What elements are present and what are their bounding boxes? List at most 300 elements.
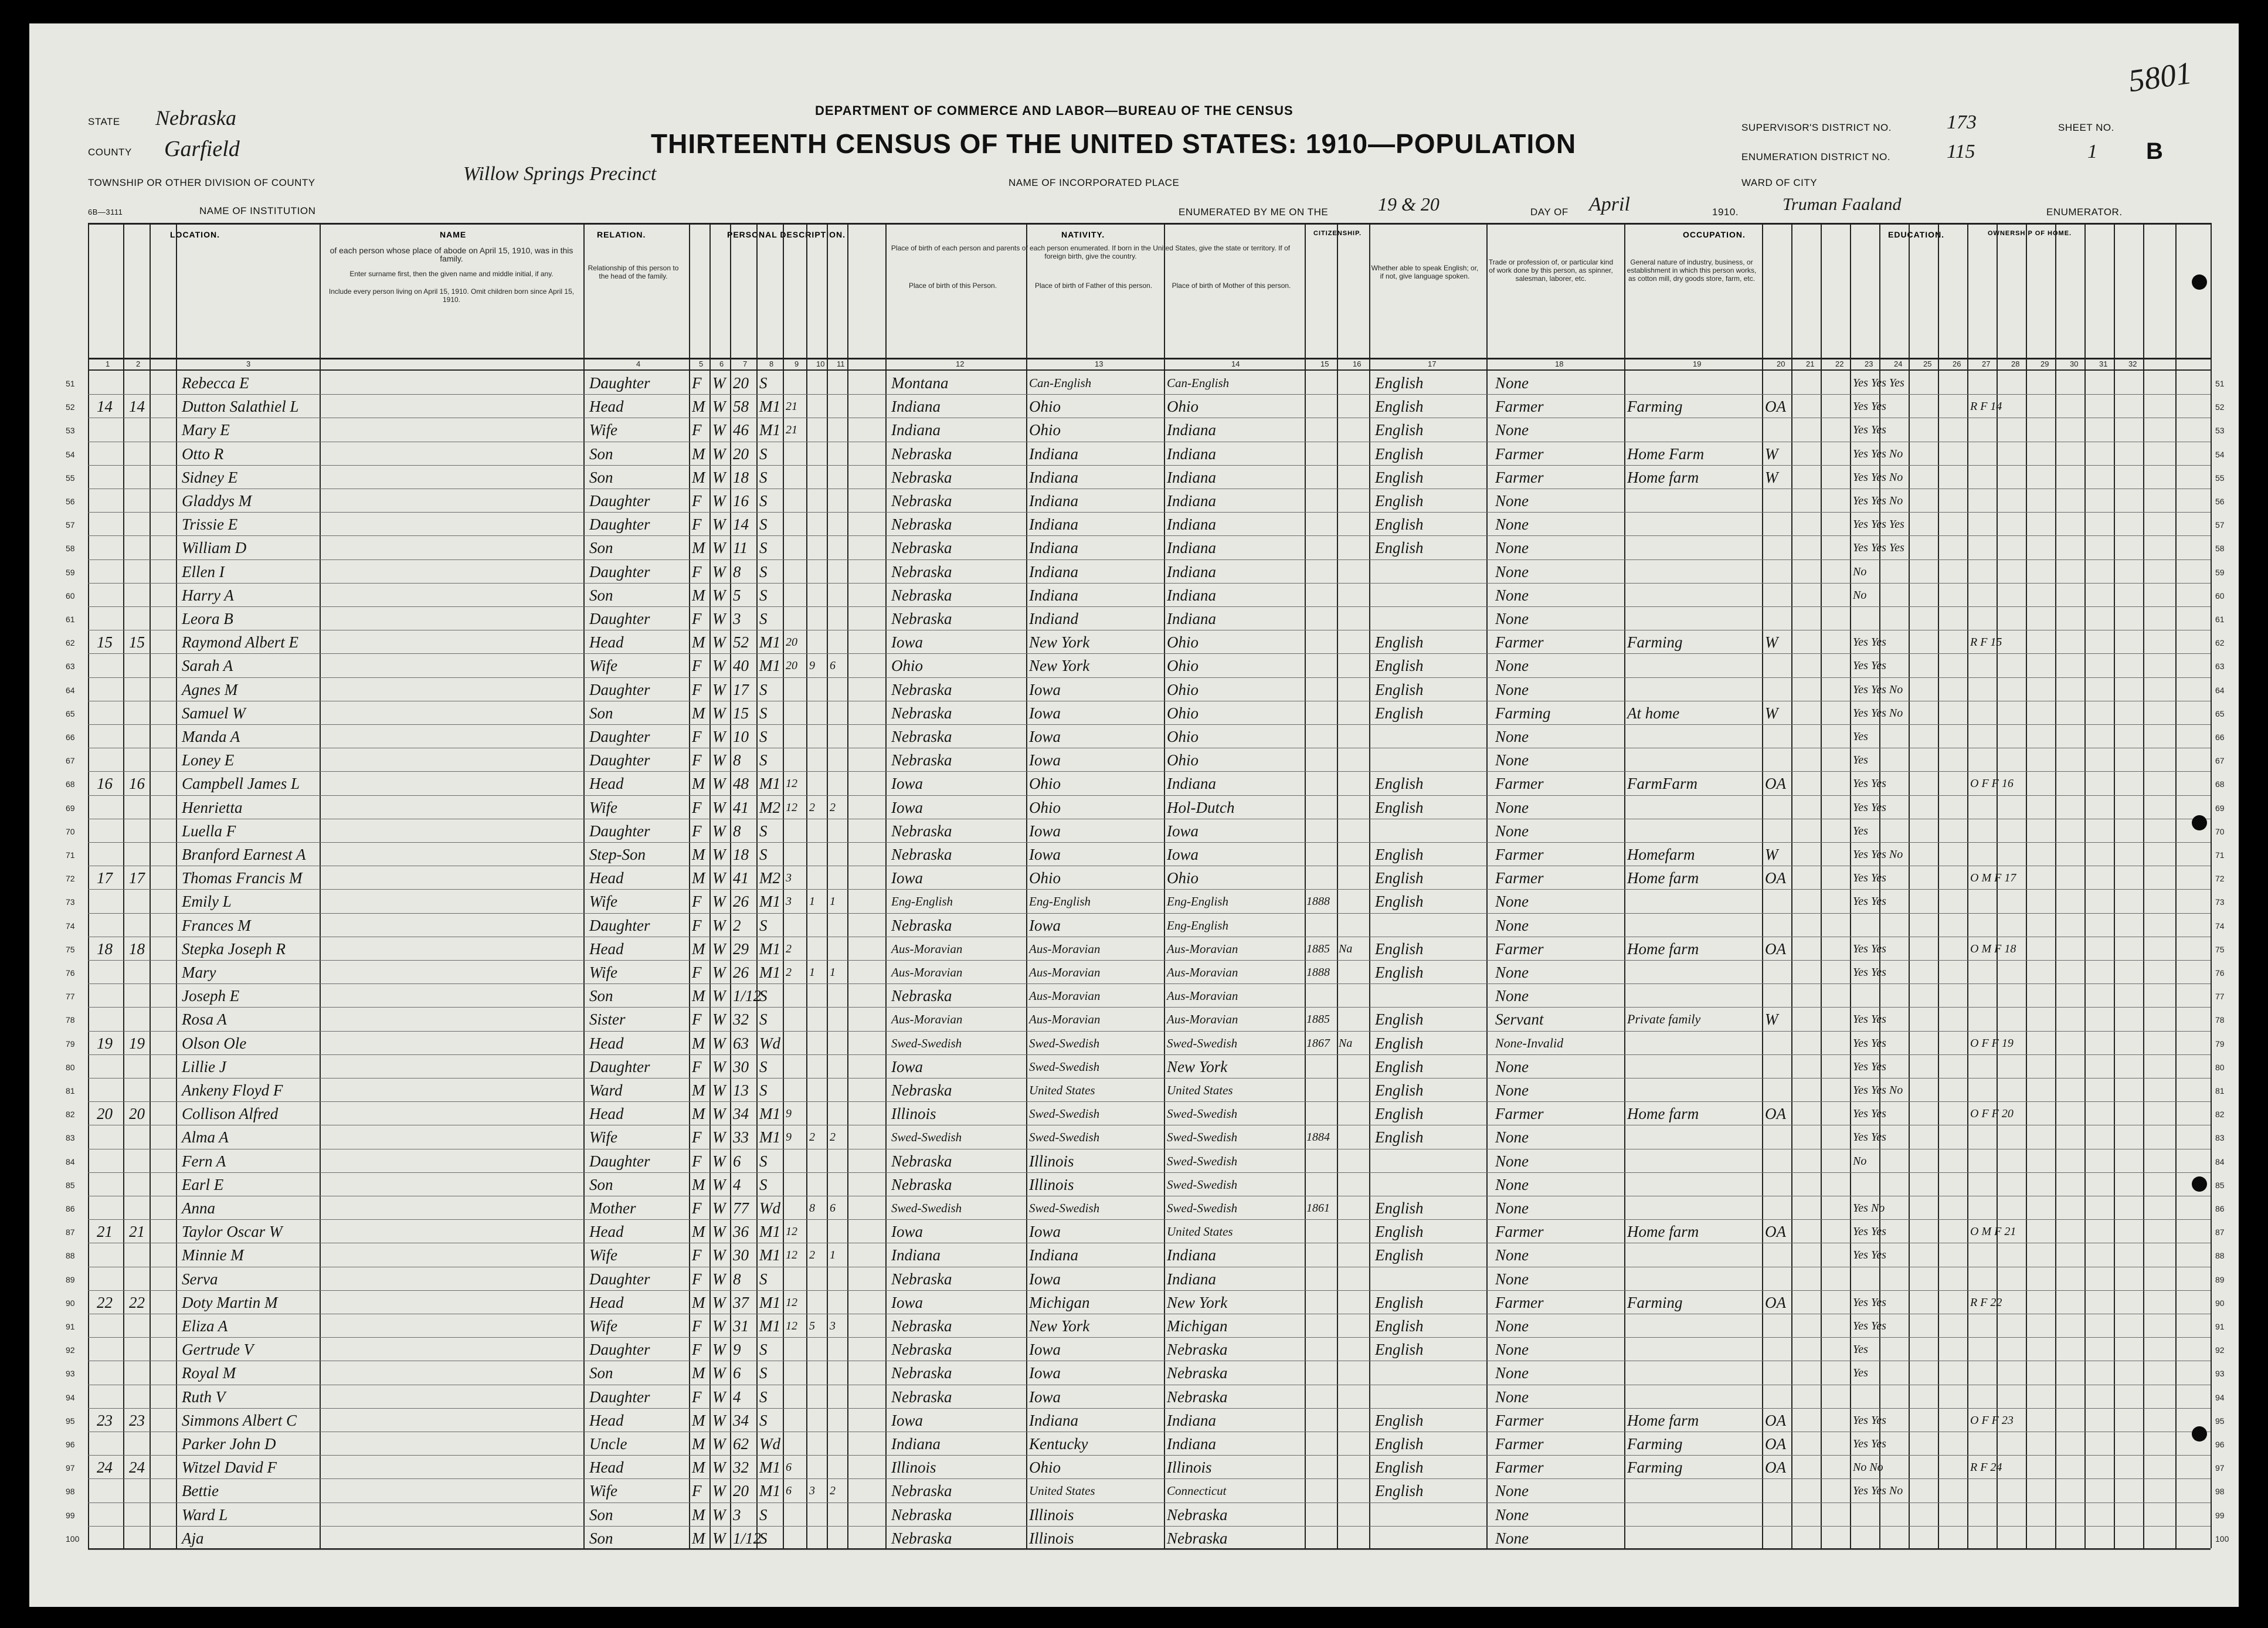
cell-name: Parker John D xyxy=(182,1435,276,1453)
cell-born: 1 xyxy=(809,966,815,979)
column-number: 29 xyxy=(2040,359,2049,368)
cell-lang: English xyxy=(1375,940,1424,958)
cell-race: W xyxy=(712,1459,726,1477)
line-number: 55 xyxy=(66,473,75,483)
row-rule xyxy=(88,889,2211,890)
cell-rel: Uncle xyxy=(589,1435,627,1453)
cell-ms: S xyxy=(759,751,768,769)
line-number: 52 xyxy=(2215,402,2225,412)
cell-emp: W xyxy=(1765,633,1778,652)
cell-lang: English xyxy=(1375,775,1424,793)
row-rule xyxy=(88,842,2211,843)
cell-bpm: Indiana xyxy=(1167,562,1216,581)
line-number: 87 xyxy=(2215,1227,2225,1237)
column-divider xyxy=(730,223,731,1548)
cell-bpf: Ohio xyxy=(1029,398,1061,416)
cell-ms: M1 xyxy=(759,398,780,416)
cell-edu: Yes xyxy=(1853,824,1868,837)
cell-sex: F xyxy=(692,1128,702,1147)
cell-rel: Mother xyxy=(589,1199,636,1217)
state-value: Nebraska xyxy=(155,106,236,130)
cell-bpf: Iowa xyxy=(1029,728,1061,745)
cell-bpf: Ohio xyxy=(1029,869,1061,887)
cell-yrs: 20 xyxy=(786,636,797,649)
line-number: 62 xyxy=(2215,638,2225,648)
cell-lang: English xyxy=(1375,964,1424,981)
cell-bpf: New York xyxy=(1029,633,1090,652)
cell-edu: Yes Yes xyxy=(1853,1060,1886,1073)
cell-race: W xyxy=(712,822,726,840)
row-rule xyxy=(88,1007,2211,1008)
enumerator-label: ENUMERATOR. xyxy=(2046,206,2123,218)
cell-fam: 19 xyxy=(129,1034,145,1052)
cell-sex: F xyxy=(692,1482,702,1500)
cell-race: W xyxy=(712,940,726,958)
cell-lang: English xyxy=(1375,1105,1424,1123)
cell-ms: M2 xyxy=(759,798,780,816)
cell-bp: Iowa xyxy=(891,798,923,816)
row-rule xyxy=(88,1408,2211,1409)
cell-race: W xyxy=(712,1246,726,1264)
column-divider xyxy=(1486,223,1488,1548)
cell-sex: M xyxy=(692,1505,705,1524)
cell-age: 20 xyxy=(733,445,749,463)
binder-hole xyxy=(2192,815,2207,830)
cell-age: 46 xyxy=(733,421,749,439)
line-number: 67 xyxy=(2215,756,2225,766)
cell-bpf: Eng-English xyxy=(1029,894,1091,909)
cell-trade: None xyxy=(1495,1199,1529,1217)
cell-edu: Yes Yes No xyxy=(1853,683,1903,696)
cell-edu: Yes Yes xyxy=(1853,895,1886,908)
cell-bpf: Indiana xyxy=(1029,586,1078,604)
cell-liv: 6 xyxy=(830,659,836,673)
line-number: 61 xyxy=(2215,615,2225,624)
column-number: 1 xyxy=(106,359,110,368)
cell-bpm: Indiana xyxy=(1167,1411,1216,1429)
cell-race: W xyxy=(712,1364,726,1382)
cell-race: W xyxy=(712,1034,726,1052)
line-number: 77 xyxy=(2215,992,2225,1002)
cell-emp: W xyxy=(1765,1010,1778,1029)
cell-bp: Nebraska xyxy=(891,445,952,463)
row-rule xyxy=(88,1526,2211,1527)
line-number: 97 xyxy=(66,1463,75,1473)
line-number: 58 xyxy=(66,544,75,554)
cell-bpf: Swed-Swedish xyxy=(1029,1107,1100,1121)
cell-trade: Farmer xyxy=(1495,1459,1544,1477)
cell-race: W xyxy=(712,539,726,557)
cell-bp: Nebraska xyxy=(891,1317,952,1335)
cell-rel: Son xyxy=(589,539,613,557)
cell-sex: M xyxy=(692,445,705,463)
cell-name: Alma A xyxy=(182,1128,229,1147)
cell-bpm: Indiana xyxy=(1167,421,1216,439)
enumeration-label: ENUMERATION DISTRICT NO. xyxy=(1741,151,1891,162)
cell-rel: Son xyxy=(589,468,613,486)
cell-liv: 1 xyxy=(830,1249,836,1262)
cell-sex: F xyxy=(692,421,702,439)
line-number: 80 xyxy=(2215,1062,2225,1072)
line-number: 51 xyxy=(66,379,75,388)
cell-trade: Farmer xyxy=(1495,445,1544,463)
column-number: 16 xyxy=(1353,359,1362,368)
line-number: 94 xyxy=(66,1392,75,1402)
row-rule xyxy=(88,1219,2211,1220)
column-divider xyxy=(827,223,828,1548)
column-divider xyxy=(2026,223,2027,1548)
cell-ind: Farming xyxy=(1627,398,1683,416)
cell-age: 29 xyxy=(733,940,749,958)
line-number: 71 xyxy=(66,850,75,860)
cell-race: W xyxy=(712,445,726,463)
row-rule xyxy=(88,559,2211,560)
cell-trade: Farmer xyxy=(1495,1223,1544,1241)
cell-edu: Yes Yes No xyxy=(1853,470,1903,484)
line-number: 66 xyxy=(2215,732,2225,742)
cell-bpf: Indiana xyxy=(1029,445,1078,463)
cell-edu: Yes xyxy=(1853,1343,1868,1356)
cell-ms: S xyxy=(759,586,768,604)
cell-fam: 21 xyxy=(129,1223,145,1241)
cell-bp: Nebraska xyxy=(891,680,952,698)
cell-age: 52 xyxy=(733,633,749,652)
cell-bpf: Swed-Swedish xyxy=(1029,1059,1100,1074)
cell-dw: 14 xyxy=(97,398,113,416)
cell-fam: 15 xyxy=(129,633,145,652)
cell-yrs: 9 xyxy=(786,1107,792,1121)
cell-sex: M xyxy=(692,1081,705,1099)
ward-label: WARD OF CITY xyxy=(1741,177,1818,188)
column-number: 13 xyxy=(1095,359,1104,368)
cell-ms: S xyxy=(759,374,768,392)
cell-sex: F xyxy=(692,492,702,510)
cell-race: W xyxy=(712,916,726,934)
cell-rel: Daughter xyxy=(589,1341,650,1359)
cell-trade: Farmer xyxy=(1495,940,1544,958)
cell-trade: Farmer xyxy=(1495,398,1544,416)
trade-header: Trade or profession of, or particular kind of work done by this person, as spinner, salesman, laborer, etc. xyxy=(1488,258,1614,283)
cell-rel: Daughter xyxy=(589,492,650,510)
cell-bpf: United States xyxy=(1029,1083,1095,1097)
cell-sex: F xyxy=(692,822,702,840)
column-number: 30 xyxy=(2070,359,2079,368)
line-number: 100 xyxy=(2215,1534,2229,1544)
column-divider xyxy=(1821,223,1822,1548)
cell-bpf: Swed-Swedish xyxy=(1029,1201,1100,1215)
cell-bp: Nebraska xyxy=(891,515,952,534)
cell-bpf: Illinois xyxy=(1029,1505,1074,1524)
industry-header: General nature of industry, business, or establishment in which this person works, as cotton mill, dry goods store, farm, etc. xyxy=(1627,258,1757,283)
cell-race: W xyxy=(712,562,726,581)
cell-bpm: Eng-English xyxy=(1167,918,1228,932)
cell-age: 32 xyxy=(733,1459,749,1477)
cell-age: 1/12 xyxy=(733,1529,762,1547)
column-divider xyxy=(2114,223,2115,1548)
cell-trade: None xyxy=(1495,1128,1529,1147)
cell-rel: Daughter xyxy=(589,1057,650,1076)
cell-bpf: Indiana xyxy=(1029,539,1078,557)
cell-bp: Iowa xyxy=(891,1057,923,1076)
cell-race: W xyxy=(712,586,726,604)
row-rule xyxy=(88,724,2211,725)
line-number: 58 xyxy=(2215,544,2225,554)
cell-trade: None xyxy=(1495,964,1529,981)
cell-edu: Yes Yes xyxy=(1853,1413,1886,1427)
cell-trade: None xyxy=(1495,751,1529,769)
cell-edu: No xyxy=(1853,565,1867,578)
row-rule xyxy=(88,1478,2211,1479)
cell-race: W xyxy=(712,1010,726,1029)
cell-trade: None xyxy=(1495,1246,1529,1264)
cell-lang: English xyxy=(1375,1034,1424,1052)
cell-sex: M xyxy=(692,1293,705,1311)
row-rule xyxy=(88,1337,2211,1338)
cell-bpm: Iowa xyxy=(1167,846,1198,863)
cell-edu: Yes Yes No xyxy=(1853,848,1903,861)
cell-emp: W xyxy=(1765,468,1778,486)
column-number: 18 xyxy=(1555,359,1564,368)
cell-age: 6 xyxy=(733,1364,741,1382)
line-number: 75 xyxy=(66,944,75,954)
cell-bpf: Can-English xyxy=(1029,376,1092,390)
cell-edu: Yes Yes xyxy=(1853,942,1886,955)
cell-dw: 24 xyxy=(97,1459,113,1477)
cell-trade: Farmer xyxy=(1495,775,1544,793)
cell-age: 20 xyxy=(733,1482,749,1500)
cell-bpf: New York xyxy=(1029,1317,1090,1335)
census-sheet xyxy=(29,23,2239,1607)
cell-bpm: Ohio xyxy=(1167,680,1198,698)
cell-sex: M xyxy=(692,468,705,486)
column-divider xyxy=(320,223,321,1548)
cell-bpf: Iowa xyxy=(1029,916,1061,934)
cell-sex: F xyxy=(692,1341,702,1359)
cell-bp: Aus-Moravian xyxy=(891,1012,963,1027)
line-number: 100 xyxy=(66,1534,80,1544)
column-number: 26 xyxy=(1953,359,1961,368)
cell-rel: Wife xyxy=(589,657,617,675)
cell-bpm: Swed-Swedish xyxy=(1167,1177,1238,1192)
cell-bpm: Nebraska xyxy=(1167,1388,1228,1406)
cell-yrs: 21 xyxy=(786,400,797,413)
cell-trade: None xyxy=(1495,1505,1529,1524)
cell-age: 30 xyxy=(733,1057,749,1076)
cell-emp: W xyxy=(1765,445,1778,463)
cell-sex: M xyxy=(692,704,705,722)
cell-bp: Nebraska xyxy=(891,610,952,628)
cell-edu: Yes Yes xyxy=(1853,659,1886,673)
cell-lang: English xyxy=(1375,846,1424,863)
cell-trade: None xyxy=(1495,374,1529,392)
cell-edu: Yes Yes No xyxy=(1853,1084,1903,1097)
cell-lang: English xyxy=(1375,1435,1424,1453)
cell-bpm: United States xyxy=(1167,1225,1233,1239)
cell-trade: None xyxy=(1495,1317,1529,1335)
line-number: 90 xyxy=(66,1298,75,1308)
cell-bpm: New York xyxy=(1167,1057,1228,1076)
cell-race: W xyxy=(712,893,726,911)
cell-age: 1/12 xyxy=(733,987,762,1005)
cell-race: W xyxy=(712,775,726,793)
cell-rel: Daughter xyxy=(589,515,650,534)
cell-bpm: Swed-Swedish xyxy=(1167,1201,1238,1215)
cell-race: W xyxy=(712,610,726,628)
cell-own: O F F 20 xyxy=(1970,1107,2014,1121)
cell-ms: S xyxy=(759,1057,768,1076)
cell-name: Ankeny Floyd F xyxy=(182,1081,283,1099)
cell-ms: S xyxy=(759,1081,768,1099)
binder-hole xyxy=(2192,1176,2207,1192)
cell-bpf: Indiana xyxy=(1029,1246,1078,1264)
cell-lang: English xyxy=(1375,1317,1424,1335)
line-number: 99 xyxy=(2215,1510,2225,1520)
column-number: 3 xyxy=(246,359,251,368)
cell-bp: Swed-Swedish xyxy=(891,1201,962,1215)
cell-race: W xyxy=(712,1175,726,1193)
column-number: 27 xyxy=(1982,359,1991,368)
cell-name: Thomas Francis M xyxy=(182,869,303,887)
cell-name: Anna xyxy=(182,1199,215,1217)
cell-age: 34 xyxy=(733,1105,749,1123)
cell-sex: M xyxy=(692,1459,705,1477)
group-education: EDUCATION. xyxy=(1888,230,1945,239)
cell-dw: 23 xyxy=(97,1411,113,1429)
cell-race: W xyxy=(712,515,726,534)
cell-liv: 3 xyxy=(830,1320,836,1332)
line-number: 51 xyxy=(2215,379,2225,388)
cell-bpm: Indiana xyxy=(1167,1435,1216,1453)
cell-age: 33 xyxy=(733,1128,749,1147)
cell-name: Fern A xyxy=(182,1152,226,1170)
cell-bpf: Iowa xyxy=(1029,822,1061,840)
cell-edu: Yes Yes xyxy=(1853,1036,1886,1050)
cell-sex: M xyxy=(692,846,705,863)
line-number: 90 xyxy=(2215,1298,2225,1308)
cell-bpm: Ohio xyxy=(1167,398,1198,416)
cell-bpf: Iowa xyxy=(1029,751,1061,769)
cell-bpf: Aus-Moravian xyxy=(1029,1012,1101,1027)
column-divider xyxy=(709,223,711,1548)
cell-trade: None xyxy=(1495,421,1529,439)
cell-bpm: Nebraska xyxy=(1167,1529,1228,1547)
cell-ms: M1 xyxy=(759,1317,780,1335)
cell-sex: F xyxy=(692,1246,702,1264)
cell-rel: Son xyxy=(589,987,613,1005)
cell-nat: Na xyxy=(1339,1036,1353,1050)
cell-rel: Head xyxy=(589,398,624,416)
line-number: 95 xyxy=(66,1416,75,1426)
line-number: 91 xyxy=(66,1322,75,1331)
cell-race: W xyxy=(712,680,726,698)
cell-ms: M1 xyxy=(759,1482,780,1500)
column-divider xyxy=(2084,223,2086,1548)
cell-bpm: Indiana xyxy=(1167,586,1216,604)
column-number: 31 xyxy=(2099,359,2108,368)
cell-emp: OA xyxy=(1765,1105,1786,1123)
line-number: 78 xyxy=(2215,1015,2225,1025)
cell-edu: Yes Yes xyxy=(1853,966,1886,979)
cell-bp: Nebraska xyxy=(891,468,952,486)
line-number: 92 xyxy=(2215,1345,2225,1355)
column-divider xyxy=(2211,223,2212,1548)
cell-race: W xyxy=(712,1081,726,1099)
cell-name: Bettie xyxy=(182,1482,219,1500)
line-number: 54 xyxy=(66,449,75,459)
column-divider xyxy=(1791,223,1792,1548)
cell-age: 13 xyxy=(733,1081,749,1099)
cell-bp: Nebraska xyxy=(891,846,952,863)
cell-sex: F xyxy=(692,1199,702,1217)
cell-ind: Farming xyxy=(1627,1435,1683,1453)
cell-bpf: Aus-Moravian xyxy=(1029,965,1101,979)
cell-age: 8 xyxy=(733,822,741,840)
cell-ms: Wd xyxy=(759,1199,780,1217)
cell-emp: OA xyxy=(1765,940,1786,958)
cell-fam: 22 xyxy=(129,1293,145,1311)
column-divider xyxy=(1938,223,1939,1548)
stamp-number: 5801 xyxy=(2126,55,2194,99)
cell-emp: OA xyxy=(1765,869,1786,887)
cell-rel: Sister xyxy=(589,1010,626,1029)
cell-edu: Yes Yes No xyxy=(1853,447,1903,460)
cell-rel: Wife xyxy=(589,798,617,816)
cell-own: O M F 21 xyxy=(1970,1225,2016,1239)
cell-ms: S xyxy=(759,680,768,698)
cell-name: Campbell James L xyxy=(182,775,300,793)
line-number: 76 xyxy=(2215,968,2225,978)
cell-race: W xyxy=(712,846,726,863)
cell-trade: None xyxy=(1495,1270,1529,1288)
cell-rel: Son xyxy=(589,704,613,722)
cell-name: Serva xyxy=(182,1270,218,1288)
line-number: 81 xyxy=(2215,1086,2225,1095)
cell-sex: F xyxy=(692,515,702,534)
cell-sex: F xyxy=(692,798,702,816)
cell-ms: M1 xyxy=(759,1459,780,1477)
cell-dw: 21 xyxy=(97,1223,113,1241)
cell-trade: None xyxy=(1495,1057,1529,1076)
cell-rel: Head xyxy=(589,940,624,958)
cell-race: W xyxy=(712,1199,726,1217)
cell-yrs: 12 xyxy=(786,1320,797,1332)
cell-trade: None xyxy=(1495,680,1529,698)
cell-race: W xyxy=(712,1270,726,1288)
cell-ms: M1 xyxy=(759,893,780,911)
cell-bpm: Swed-Swedish xyxy=(1167,1107,1238,1121)
township-label: TOWNSHIP OR OTHER DIVISION OF COUNTY xyxy=(88,177,315,188)
row-rule xyxy=(88,535,2211,536)
cell-yrs: 2 xyxy=(786,966,792,979)
form-number: 6B—3111 xyxy=(88,208,123,216)
institution-label: NAME OF INSTITUTION xyxy=(199,205,316,216)
cell-bpf: Swed-Swedish xyxy=(1029,1036,1100,1050)
column-divider xyxy=(1369,223,1370,1548)
cell-rel: Head xyxy=(589,775,624,793)
cell-yrs: 6 xyxy=(786,1484,792,1498)
cell-bp: Nebraska xyxy=(891,1270,952,1288)
cell-edu: Yes Yes xyxy=(1853,871,1886,885)
cell-lang: English xyxy=(1375,1459,1424,1477)
column-divider xyxy=(88,223,89,1548)
cell-age: 20 xyxy=(733,374,749,392)
cell-yrs: 9 xyxy=(786,1131,792,1144)
sheet-letter: B xyxy=(2146,138,2163,164)
line-number: 62 xyxy=(66,638,75,648)
cell-yrs: 3 xyxy=(786,871,792,885)
cell-bpm: Swed-Swedish xyxy=(1167,1036,1238,1050)
cell-rel: Daughter xyxy=(589,728,650,745)
